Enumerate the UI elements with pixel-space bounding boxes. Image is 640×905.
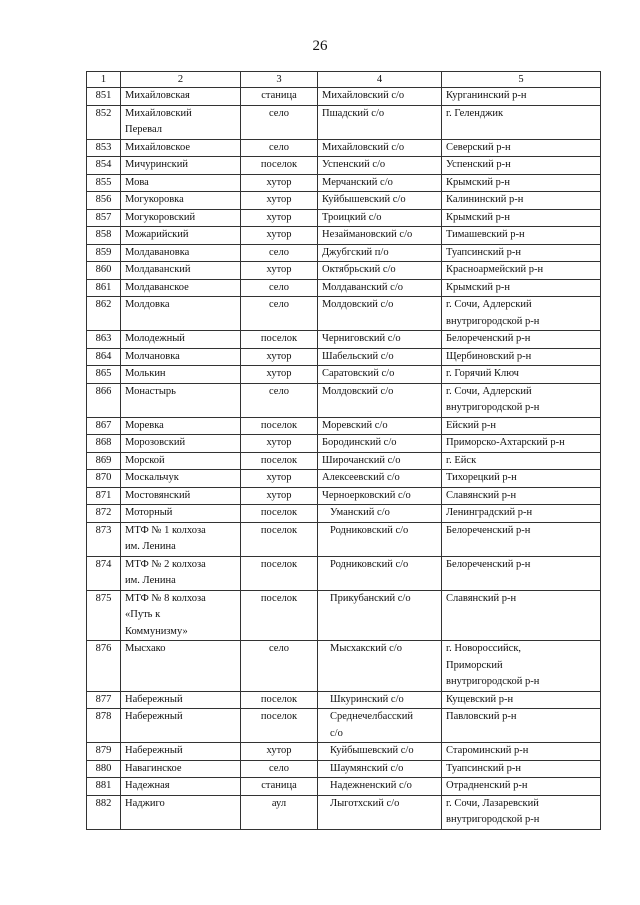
table-body bbox=[87, 88, 601, 830]
table-row bbox=[87, 760, 601, 778]
table-row bbox=[87, 105, 601, 139]
table-row bbox=[87, 348, 601, 366]
column-header-council: 4 bbox=[318, 72, 442, 88]
table-row bbox=[87, 522, 601, 556]
cell-district: Славянский р-н bbox=[442, 487, 601, 505]
cell-settlement-name: Михайловский Перевал bbox=[121, 105, 241, 139]
cell-settlement-name: Могукоровка bbox=[121, 192, 241, 210]
cell-district: Красноармейский р-н bbox=[442, 262, 601, 280]
cell-settlement-type: аул bbox=[241, 795, 318, 829]
settlements-table bbox=[86, 71, 601, 830]
cell-settlement-type: село bbox=[241, 760, 318, 778]
cell-settlement-name: Монастырь bbox=[121, 383, 241, 417]
cell-district: Северский р-н bbox=[442, 139, 601, 157]
cell-settlement-type: село bbox=[241, 641, 318, 692]
cell-settlement-name: МТФ № 8 колхоза «Путь к Коммунизму» bbox=[121, 590, 241, 641]
cell-settlement-type: поселок bbox=[241, 505, 318, 523]
table-row bbox=[87, 297, 601, 331]
cell-rural-council: Октябрьский с/о bbox=[318, 262, 442, 280]
column-header-number: 1 bbox=[87, 72, 121, 88]
table-row bbox=[87, 505, 601, 523]
cell-district: Ейский р-н bbox=[442, 417, 601, 435]
cell-settlement-type: село bbox=[241, 279, 318, 297]
cell-district: г. Сочи, Адлерский внутригородской р-н bbox=[442, 297, 601, 331]
cell-rural-council: Саратовский с/о bbox=[318, 366, 442, 384]
cell-rural-council: Мысхакский с/о bbox=[318, 641, 442, 692]
cell-district: Тимашевский р-н bbox=[442, 227, 601, 245]
cell-settlement-type: хутор bbox=[241, 227, 318, 245]
cell-rural-council: Джубгский п/о bbox=[318, 244, 442, 262]
table-row bbox=[87, 778, 601, 796]
cell-settlement-name: Можарийский bbox=[121, 227, 241, 245]
cell-settlement-name: Молдаванское bbox=[121, 279, 241, 297]
cell-district: г. Геленджик bbox=[442, 105, 601, 139]
cell-settlement-name: Молькин bbox=[121, 366, 241, 384]
cell-settlement-type: хутор bbox=[241, 435, 318, 453]
cell-settlement-name: МТФ № 1 колхоза им. Ленина bbox=[121, 522, 241, 556]
cell-settlement-name: Наджиго bbox=[121, 795, 241, 829]
cell-number: 871 bbox=[87, 487, 121, 505]
cell-rural-council: Родниковский с/о bbox=[318, 556, 442, 590]
cell-settlement-type: поселок bbox=[241, 157, 318, 175]
cell-settlement-type: село bbox=[241, 297, 318, 331]
cell-district: г. Новороссийск, Приморский внутригородской р-н bbox=[442, 641, 601, 692]
cell-district: Белореченский р-н bbox=[442, 556, 601, 590]
cell-rural-council: Молдаванский с/о bbox=[318, 279, 442, 297]
cell-district: Приморско-Ахтарский р-н bbox=[442, 435, 601, 453]
cell-rural-council: Алексеевский с/о bbox=[318, 470, 442, 488]
table-row bbox=[87, 590, 601, 641]
cell-number: 876 bbox=[87, 641, 121, 692]
table-row bbox=[87, 641, 601, 692]
cell-rural-council: Широчанский с/о bbox=[318, 452, 442, 470]
cell-number: 874 bbox=[87, 556, 121, 590]
cell-district: Туапсинский р-н bbox=[442, 244, 601, 262]
table-row bbox=[87, 470, 601, 488]
cell-district: Белореченский р-н bbox=[442, 522, 601, 556]
cell-number: 864 bbox=[87, 348, 121, 366]
cell-number: 852 bbox=[87, 105, 121, 139]
cell-rural-council: Куйбышевский с/о bbox=[318, 192, 442, 210]
cell-number: 861 bbox=[87, 279, 121, 297]
table-row bbox=[87, 157, 601, 175]
table-header bbox=[87, 72, 601, 88]
cell-settlement-type: село bbox=[241, 244, 318, 262]
cell-settlement-type: поселок bbox=[241, 331, 318, 349]
cell-number: 854 bbox=[87, 157, 121, 175]
cell-settlement-name: Молдовка bbox=[121, 297, 241, 331]
cell-number: 877 bbox=[87, 691, 121, 709]
cell-number: 868 bbox=[87, 435, 121, 453]
cell-settlement-type: станица bbox=[241, 778, 318, 796]
cell-number: 863 bbox=[87, 331, 121, 349]
table-row bbox=[87, 88, 601, 106]
cell-number: 873 bbox=[87, 522, 121, 556]
cell-rural-council: Бородинский с/о bbox=[318, 435, 442, 453]
cell-number: 862 bbox=[87, 297, 121, 331]
cell-settlement-name: Михайловское bbox=[121, 139, 241, 157]
cell-rural-council: Уманский с/о bbox=[318, 505, 442, 523]
cell-district: Курганинский р-н bbox=[442, 88, 601, 106]
cell-rural-council: Молдовский с/о bbox=[318, 383, 442, 417]
cell-rural-council: Прикубанский с/о bbox=[318, 590, 442, 641]
cell-number: 879 bbox=[87, 743, 121, 761]
cell-rural-council: Пшадский с/о bbox=[318, 105, 442, 139]
cell-number: 851 bbox=[87, 88, 121, 106]
cell-number: 880 bbox=[87, 760, 121, 778]
column-header-district: 5 bbox=[442, 72, 601, 88]
cell-number: 865 bbox=[87, 366, 121, 384]
cell-number: 882 bbox=[87, 795, 121, 829]
cell-rural-council: Черноерковский с/о bbox=[318, 487, 442, 505]
cell-number: 870 bbox=[87, 470, 121, 488]
table-row bbox=[87, 366, 601, 384]
table-row bbox=[87, 487, 601, 505]
cell-settlement-name: Мысхако bbox=[121, 641, 241, 692]
cell-rural-council: Мерчанский с/о bbox=[318, 174, 442, 192]
cell-district: Павловский р-н bbox=[442, 709, 601, 743]
cell-rural-council: Незаймановский с/о bbox=[318, 227, 442, 245]
table-row bbox=[87, 709, 601, 743]
cell-number: 859 bbox=[87, 244, 121, 262]
cell-number: 872 bbox=[87, 505, 121, 523]
cell-settlement-name: Набережный bbox=[121, 691, 241, 709]
cell-settlement-name: Морозовский bbox=[121, 435, 241, 453]
cell-district: Туапсинский р-н bbox=[442, 760, 601, 778]
cell-settlement-type: село bbox=[241, 383, 318, 417]
cell-settlement-type: хутор bbox=[241, 743, 318, 761]
cell-number: 853 bbox=[87, 139, 121, 157]
cell-district: Отрадненский р-н bbox=[442, 778, 601, 796]
cell-rural-council: Молдовский с/о bbox=[318, 297, 442, 331]
cell-settlement-type: хутор bbox=[241, 174, 318, 192]
table-row bbox=[87, 795, 601, 829]
page-number: 26 bbox=[312, 38, 328, 54]
cell-settlement-type: хутор bbox=[241, 366, 318, 384]
cell-settlement-name: Набережный bbox=[121, 743, 241, 761]
cell-settlement-name: Могукоровский bbox=[121, 209, 241, 227]
cell-settlement-type: поселок bbox=[241, 522, 318, 556]
cell-district: г. Ейск bbox=[442, 452, 601, 470]
cell-settlement-name: Мичуринский bbox=[121, 157, 241, 175]
table-row bbox=[87, 227, 601, 245]
table-row bbox=[87, 556, 601, 590]
cell-rural-council: Шкуринский с/о bbox=[318, 691, 442, 709]
table-row bbox=[87, 192, 601, 210]
cell-settlement-name: Мостовянский bbox=[121, 487, 241, 505]
cell-settlement-name: Моревка bbox=[121, 417, 241, 435]
table-row bbox=[87, 743, 601, 761]
cell-number: 881 bbox=[87, 778, 121, 796]
cell-district: Кущевский р-н bbox=[442, 691, 601, 709]
cell-settlement-type: поселок bbox=[241, 590, 318, 641]
cell-district: Тихорецкий р-н bbox=[442, 470, 601, 488]
table-row bbox=[87, 691, 601, 709]
cell-rural-council: Черниговский с/о bbox=[318, 331, 442, 349]
cell-settlement-type: поселок bbox=[241, 452, 318, 470]
cell-settlement-name: Морской bbox=[121, 452, 241, 470]
cell-rural-council: Михайловский с/о bbox=[318, 139, 442, 157]
table-row bbox=[87, 331, 601, 349]
cell-district: Крымский р-н bbox=[442, 174, 601, 192]
cell-district: Крымский р-н bbox=[442, 209, 601, 227]
cell-rural-council: Шабельский с/о bbox=[318, 348, 442, 366]
header-row bbox=[87, 72, 601, 88]
cell-settlement-type: поселок bbox=[241, 709, 318, 743]
table-row bbox=[87, 435, 601, 453]
cell-settlement-type: поселок bbox=[241, 691, 318, 709]
cell-settlement-type: хутор bbox=[241, 192, 318, 210]
cell-settlement-type: село bbox=[241, 105, 318, 139]
cell-district: Калининский р-н bbox=[442, 192, 601, 210]
cell-settlement-type: хутор bbox=[241, 348, 318, 366]
table-row bbox=[87, 452, 601, 470]
cell-settlement-name: Моторный bbox=[121, 505, 241, 523]
cell-settlement-name: Набережный bbox=[121, 709, 241, 743]
cell-district: Белореченский р-н bbox=[442, 331, 601, 349]
cell-district: Крымский р-н bbox=[442, 279, 601, 297]
table-row bbox=[87, 383, 601, 417]
table-row bbox=[87, 244, 601, 262]
cell-settlement-type: хутор bbox=[241, 209, 318, 227]
cell-settlement-type: поселок bbox=[241, 417, 318, 435]
cell-rural-council: Куйбышевский с/о bbox=[318, 743, 442, 761]
table-row bbox=[87, 417, 601, 435]
cell-rural-council: Троицкий с/о bbox=[318, 209, 442, 227]
cell-settlement-name: Молодежный bbox=[121, 331, 241, 349]
cell-settlement-type: хутор bbox=[241, 470, 318, 488]
cell-number: 860 bbox=[87, 262, 121, 280]
table-row bbox=[87, 209, 601, 227]
cell-settlement-type: хутор bbox=[241, 487, 318, 505]
cell-settlement-type: село bbox=[241, 139, 318, 157]
cell-rural-council: Михайловский с/о bbox=[318, 88, 442, 106]
column-header-type: 3 bbox=[241, 72, 318, 88]
cell-district: Щербиновский р-н bbox=[442, 348, 601, 366]
cell-district: г. Горячий Ключ bbox=[442, 366, 601, 384]
cell-district: Староминский р-н bbox=[442, 743, 601, 761]
cell-settlement-name: МТФ № 2 колхоза им. Ленина bbox=[121, 556, 241, 590]
cell-number: 875 bbox=[87, 590, 121, 641]
column-header-name: 2 bbox=[121, 72, 241, 88]
cell-number: 867 bbox=[87, 417, 121, 435]
cell-settlement-name: Молчановка bbox=[121, 348, 241, 366]
cell-number: 858 bbox=[87, 227, 121, 245]
cell-rural-council: Среднечелбасский с/о bbox=[318, 709, 442, 743]
cell-rural-council: Лыготхский с/о bbox=[318, 795, 442, 829]
table-row bbox=[87, 279, 601, 297]
cell-rural-council: Успенский с/о bbox=[318, 157, 442, 175]
cell-settlement-type: станица bbox=[241, 88, 318, 106]
cell-settlement-name: Надежная bbox=[121, 778, 241, 796]
cell-district: г. Сочи, Адлерский внутригородской р-н bbox=[442, 383, 601, 417]
cell-number: 855 bbox=[87, 174, 121, 192]
cell-number: 856 bbox=[87, 192, 121, 210]
cell-number: 857 bbox=[87, 209, 121, 227]
cell-district: Славянский р-н bbox=[442, 590, 601, 641]
table-row bbox=[87, 262, 601, 280]
cell-settlement-name: Михайловская bbox=[121, 88, 241, 106]
cell-district: Ленинградский р-н bbox=[442, 505, 601, 523]
cell-settlement-type: хутор bbox=[241, 262, 318, 280]
cell-settlement-name: Молдавановка bbox=[121, 244, 241, 262]
cell-settlement-name: Москальчук bbox=[121, 470, 241, 488]
cell-number: 866 bbox=[87, 383, 121, 417]
cell-rural-council: Родниковский с/о bbox=[318, 522, 442, 556]
cell-number: 878 bbox=[87, 709, 121, 743]
cell-number: 869 bbox=[87, 452, 121, 470]
cell-district: Успенский р-н bbox=[442, 157, 601, 175]
table-row bbox=[87, 139, 601, 157]
cell-rural-council: Моревский с/о bbox=[318, 417, 442, 435]
cell-settlement-type: поселок bbox=[241, 556, 318, 590]
table-row bbox=[87, 174, 601, 192]
cell-rural-council: Шаумянский с/о bbox=[318, 760, 442, 778]
cell-settlement-name: Мова bbox=[121, 174, 241, 192]
cell-rural-council: Надежненский с/о bbox=[318, 778, 442, 796]
cell-settlement-name: Навагинское bbox=[121, 760, 241, 778]
cell-district: г. Сочи, Лазаревский внутригородской р-н bbox=[442, 795, 601, 829]
cell-settlement-name: Молдаванский bbox=[121, 262, 241, 280]
